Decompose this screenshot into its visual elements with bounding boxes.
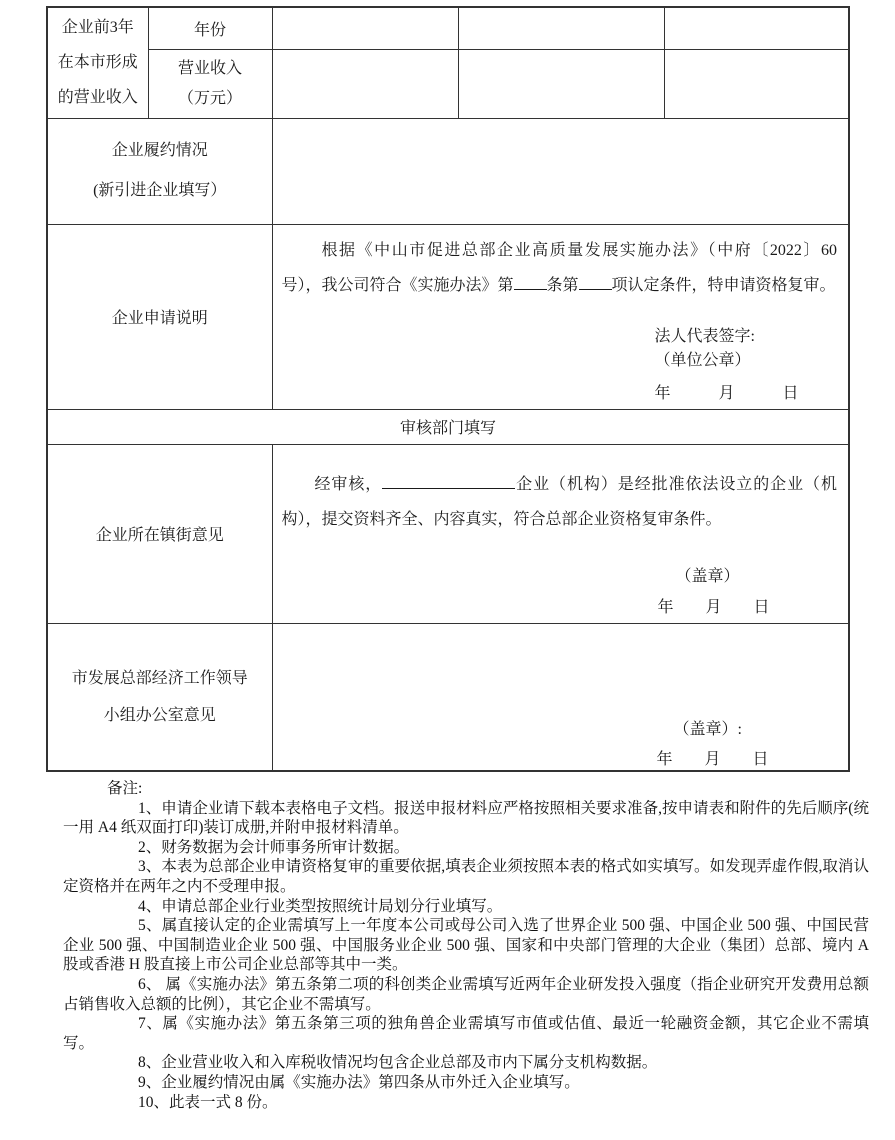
- year-value-cell-3: [664, 7, 849, 49]
- note-item-2: 2、财务数据为会计师事务所审计数据。: [138, 838, 410, 856]
- year-label-cell: [148, 7, 272, 49]
- office-seal-label: （盖章）:: [673, 720, 742, 738]
- prior-revenue-label-line3: 的营业收入: [57, 89, 138, 107]
- note-item-6: 6、 属《实施办法》第五条第二项的科创类企业需填写近两年企业研发投入强度（指企业研究开发费用总额占销售收入总额的比例），其它企业不需填写。: [63, 975, 869, 1013]
- revenue-value-cell-3: [664, 49, 849, 118]
- year-label: 年份: [193, 21, 226, 39]
- street-opinion-label-cell: [47, 444, 272, 623]
- office-opinion-label-line2: 小组办公室意见: [103, 706, 216, 724]
- company-seal-label: （单位公章）: [654, 351, 751, 369]
- application-label: 企业申请说明: [111, 310, 208, 327]
- note-item-1: 1、申请企业请下载本表格电子文档。报送申报材料应严格按照相关要求准备,按申请表和附件的先后顺序(统一用 A4 纸双面打印)装订成册,并附申报材料清单。: [63, 799, 869, 837]
- application-statement-part1: 根据《中山市促进总部企业高质量发展实施办法》（中府〔2022〕60 号），我公司符合《实施办法》第: [281, 241, 837, 294]
- year-value-cell-1: [272, 7, 458, 49]
- notes-title: 备注:: [107, 780, 143, 797]
- application-statement-part3: 项认定条件，特申请资格复审。: [611, 276, 836, 294]
- note-item-5: 5、属直接认定的企业需填写上一年度本公司或母公司入选了世界企业 500 强、中国企业 500 强、中国民营企业 500 强、中国制造业企业 500 强、中国服务业企业 500 强、国家和中央部门管理的大企业（集团）总部、境内 A 股或香港 H 股直接上市公司企业总部等其中一类。: [63, 917, 869, 974]
- prior-revenue-label-cell: [47, 7, 148, 118]
- application-date-label: 年 月 日: [654, 384, 799, 402]
- legal-representative-sign-label: 法人代表签字:: [654, 327, 755, 345]
- prior-revenue-label-line1: 企业前3年: [61, 19, 134, 37]
- item-number-blank: [579, 275, 612, 290]
- clause-number-blank: [514, 275, 547, 290]
- street-statement-part1: 经审核，: [314, 475, 383, 493]
- note-item-4: 4、申请总部企业行业类型按照统计局划分行业填写。: [138, 897, 503, 915]
- revenue-value-cell-1: [272, 49, 458, 118]
- office-date-label: 年 月 日: [656, 750, 769, 768]
- prior-revenue-label-line2: 在本市形成: [57, 54, 138, 72]
- org-name-blank: [382, 474, 515, 489]
- note-item-8: 8、企业营业收入和入库税收情况均包含企业总部及市内下属分支机构数据。: [138, 1054, 658, 1072]
- notes-section: [63, 779, 869, 1112]
- performance-label-line2: (新引进企业填写）: [93, 182, 227, 199]
- application-label-cell: [47, 224, 272, 409]
- note-item-9: 9、企业履约情况由属《实施办法》第四条从市外迁入企业填写。: [138, 1073, 580, 1091]
- revenue-value-cell-2: [458, 49, 664, 118]
- note-item-3: 3、本表为总部企业申请资格复审的重要依据,填表企业须按照本表的格式如实填写。如发现弄虚作假,取消认定资格并在两年之内不受理申报。: [63, 858, 869, 895]
- application-content-cell: [272, 224, 849, 409]
- office-opinion-label-line1: 市发展总部经济工作领导: [71, 669, 248, 687]
- street-seal-label: （盖章）: [675, 567, 740, 585]
- revenue-label-cell: [148, 49, 272, 118]
- office-opinion-content-cell: [272, 623, 849, 771]
- street-statement-part2: 企业（机构）是经批准依法设立的企业（机构），提交资料齐全、内容真实，符合总部企业资格复审条件。: [281, 475, 837, 528]
- review-section-header-cell: [47, 409, 849, 444]
- year-value-cell-2: [458, 7, 664, 49]
- application-statement-part2: 条第: [546, 276, 579, 294]
- street-opinion-content-cell: [272, 444, 849, 623]
- street-date-label: 年 月 日: [657, 598, 770, 616]
- performance-label-cell: [47, 118, 272, 224]
- revenue-label-line2: （万元）: [177, 89, 242, 107]
- signature-block: [655, 325, 799, 406]
- note-item-7: 7、属《实施办法》第五条第三项的独角兽企业需填写市值或估值、最近一轮融资金额，其它企业不需填写。: [63, 1015, 869, 1052]
- note-item-10: 10、此表一式 8 份。: [138, 1093, 278, 1111]
- street-opinion-label: 企业所在镇街意见: [95, 527, 224, 544]
- revenue-label-line1: 营业收入: [177, 59, 242, 77]
- performance-label-line1: 企业履约情况: [111, 142, 208, 159]
- application-form-table: [46, 6, 850, 772]
- review-section-header: 审核部门填写: [399, 420, 496, 437]
- application-statement: [282, 233, 838, 303]
- performance-content-cell: [272, 118, 849, 224]
- office-opinion-label-cell: [47, 623, 272, 771]
- street-opinion-statement: [282, 467, 838, 537]
